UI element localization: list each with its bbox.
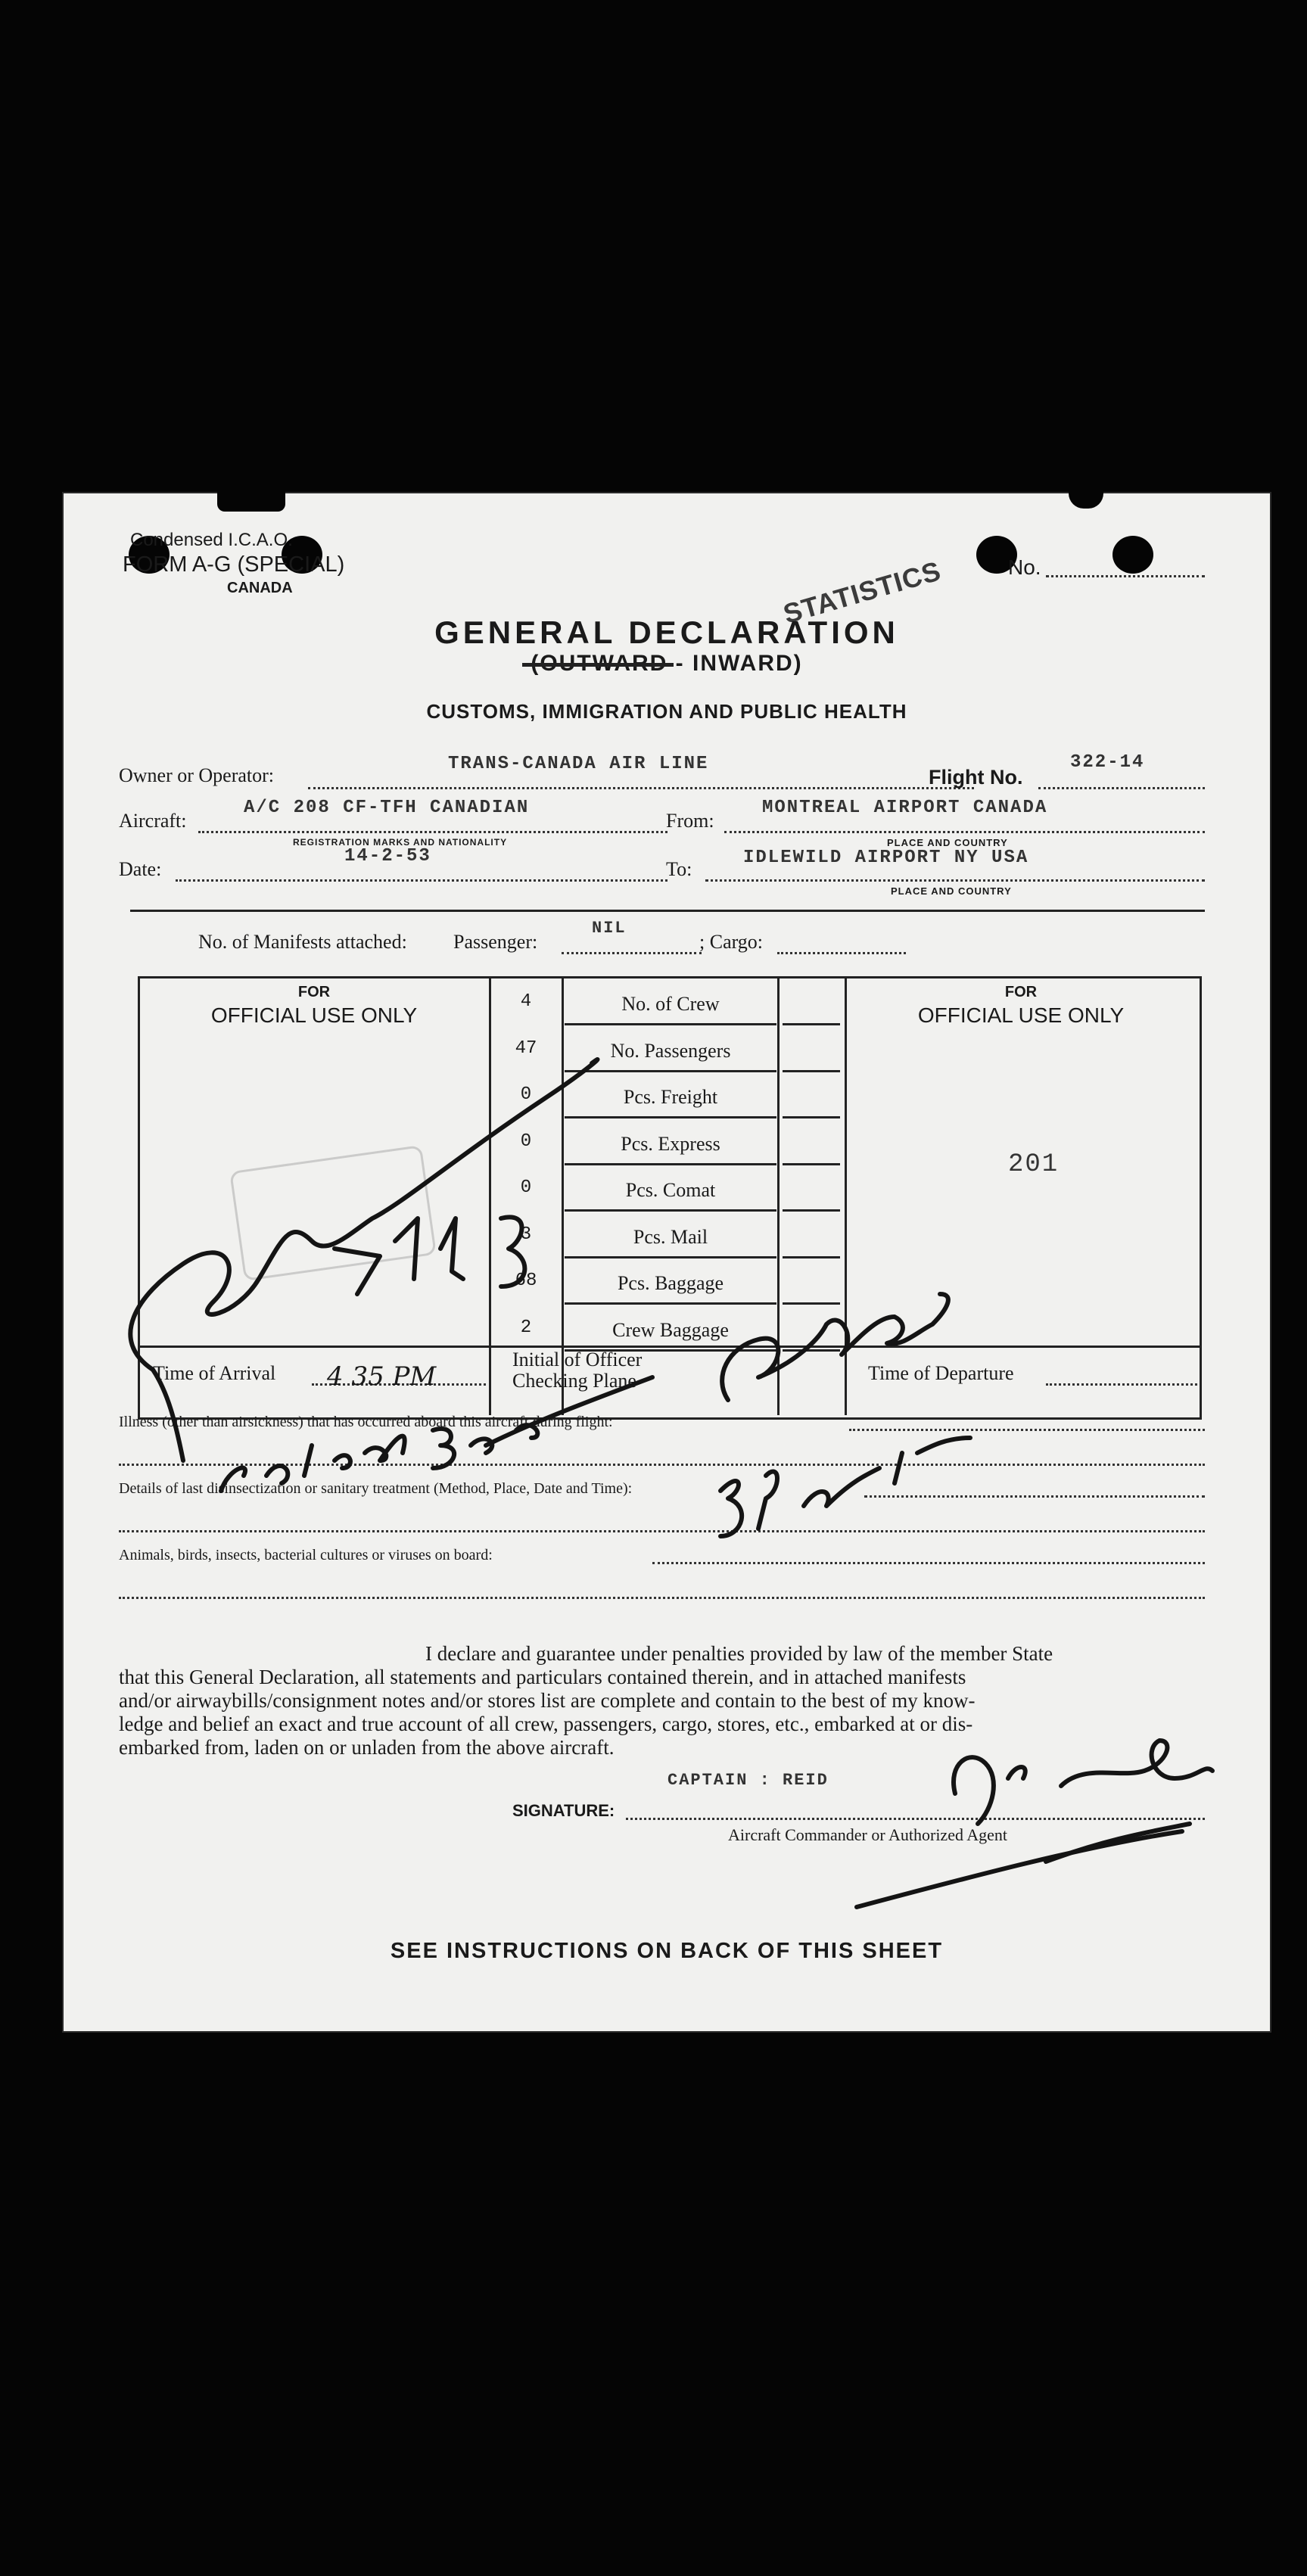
passenger-label: Passenger: — [453, 931, 538, 953]
row-divider — [565, 1256, 776, 1258]
row-official-field[interactable] — [783, 1302, 840, 1305]
row-count-value: 3 — [520, 1224, 532, 1245]
illness-field[interactable] — [849, 1429, 1205, 1431]
form-title: GENERAL DECLARATION — [434, 614, 899, 650]
declaration-line-2: that this General Declaration, all statements and particulars contained therein, and in attached manifests — [119, 1666, 966, 1688]
illness-field-2[interactable] — [119, 1464, 1205, 1466]
owner-value: TRANS-CANADA AIR LINE — [448, 754, 709, 774]
animals-label: Animals, birds, insects, bacterial cultures or viruses on board: — [119, 1547, 493, 1563]
row-count-label: No. Passengers — [610, 1039, 731, 1062]
row-count-value: 0 — [520, 1084, 532, 1105]
number-field[interactable] — [1046, 575, 1205, 577]
table-divider-3 — [777, 976, 780, 1415]
top-notch-left — [217, 492, 285, 512]
animals-field-2[interactable] — [119, 1597, 1205, 1599]
arrival-time-ink: 4 35 PM — [327, 1361, 437, 1392]
signature-label: SIGNATURE: — [512, 1801, 615, 1820]
row-official-field[interactable] — [783, 1116, 840, 1118]
declaration-sheet — [62, 492, 1271, 2033]
table-divider-4 — [845, 976, 847, 1415]
row-divider — [565, 1023, 776, 1025]
arrival-label: Time of Arrival — [153, 1362, 276, 1384]
aircraft-field[interactable] — [198, 831, 668, 833]
row-count-label: Pcs. Baggage — [617, 1272, 724, 1294]
signature-field[interactable] — [626, 1818, 1205, 1820]
flight-label: Flight No. — [929, 766, 1023, 789]
cargo-label: ; Cargo: — [699, 931, 764, 953]
official-right-title: OFFICIAL USE ONLY — [917, 1003, 1125, 1027]
passenger-value: NIL — [592, 919, 627, 938]
official-right-for: FOR — [1004, 984, 1038, 1000]
animals-field[interactable] — [652, 1562, 1205, 1564]
declaration-line-1: I declare and guarantee under penalties provided by law of the member State — [425, 1642, 1053, 1665]
row-count-label: Pcs. Comat — [625, 1179, 716, 1201]
punch-hole-right — [1113, 536, 1153, 574]
from-field[interactable] — [724, 831, 1205, 833]
row-official-field[interactable] — [783, 1023, 840, 1025]
row-count-label: No. of Crew — [621, 993, 720, 1015]
aircraft-label: Aircraft: — [119, 810, 187, 832]
checking-plane-label: Checking Plane — [512, 1370, 636, 1392]
aircraft-value: A/C 208 CF-TFH CANADIAN — [244, 798, 530, 818]
form-code-line1: Condensed I.C.A.O. — [130, 530, 293, 550]
form-subtitle: (OUTWARD - INWARD) — [531, 651, 803, 676]
cargo-field[interactable] — [777, 952, 906, 954]
from-value: MONTREAL AIRPORT CANADA — [762, 798, 1048, 818]
flight-field[interactable] — [1038, 787, 1205, 789]
row-count-label: Pcs. Mail — [633, 1225, 708, 1248]
date-value: 14-2-53 — [344, 846, 431, 866]
form-code-line2: FORM A-G (SPECIAL) — [123, 552, 345, 577]
row-count-label: Pcs. Express — [621, 1132, 720, 1155]
to-value: IDLEWILD AIRPORT NY USA — [743, 848, 1029, 868]
from-caption: PLACE AND COUNTRY — [887, 837, 1008, 848]
from-label: From: — [666, 810, 714, 832]
row-count-value: 0 — [520, 1131, 532, 1152]
to-label: To: — [666, 858, 692, 880]
row-official-field[interactable] — [783, 1256, 840, 1258]
row-count-value: 68 — [515, 1271, 537, 1291]
table-bottom-divider — [138, 1346, 1200, 1348]
owner-field[interactable] — [308, 787, 974, 789]
captain-name: CAPTAIN : REID — [668, 1771, 829, 1790]
disinsect-field-2[interactable] — [119, 1530, 1205, 1532]
owner-label: Owner or Operator: — [119, 764, 275, 786]
header-divider — [130, 910, 1205, 912]
signature-caption: Aircraft Commander or Authorized Agent — [728, 1825, 1008, 1844]
row-count-value: 2 — [520, 1317, 532, 1338]
to-caption: PLACE AND COUNTRY — [891, 885, 1012, 897]
official-left-for: FOR — [297, 984, 331, 1000]
manifests-label: No. of Manifests attached: — [198, 931, 407, 953]
row-divider — [565, 1302, 776, 1305]
date-field[interactable] — [176, 879, 668, 882]
disinsect-label: Details of last disinsectization or sanitary treatment (Method, Place, Date and Time): — [119, 1480, 633, 1497]
footer-instructions: SEE INSTRUCTIONS ON BACK OF THIS SHEET — [390, 1939, 944, 1963]
top-notch-right — [1069, 492, 1103, 509]
arrival-field[interactable] — [312, 1383, 486, 1386]
official-left-title: OFFICIAL USE ONLY — [210, 1003, 418, 1027]
captain-signature-ink — [954, 1741, 1212, 1824]
form-code-line3: CANADA — [227, 580, 293, 596]
declaration-line-5: embarked from, laden on or unladen from the above aircraft. — [119, 1736, 615, 1759]
to-field[interactable] — [705, 879, 1205, 882]
number-label: No. — [1008, 555, 1041, 579]
row-divider — [565, 1116, 776, 1118]
row-divider — [565, 1163, 776, 1165]
departure-field[interactable] — [1046, 1383, 1197, 1386]
official-right-value: 201 — [1008, 1150, 1060, 1179]
row-count-value: 47 — [515, 1038, 537, 1059]
row-official-field[interactable] — [783, 1163, 840, 1165]
declaration-line-4: ledge and belief an exact and true account of all crew, passengers, cargo, stores, etc., embarked at or dis- — [119, 1713, 973, 1735]
row-divider — [565, 1209, 776, 1212]
row-count-value: 4 — [520, 991, 532, 1012]
row-count-label: Pcs. Freight — [623, 1086, 718, 1108]
row-official-field[interactable] — [783, 1209, 840, 1212]
illness-label: Illness (other than airsickness) that has occurred aboard this aircraft during flight: — [119, 1414, 613, 1430]
flight-value: 322-14 — [1070, 752, 1145, 773]
departure-label: Time of Departure — [868, 1362, 1014, 1384]
table-divider-1 — [489, 976, 491, 1415]
declaration-line-3: and/or airwaybills/consignment notes and/or stores list are complete and contain to the best of my know- — [119, 1689, 976, 1712]
row-count-label: Crew Baggage — [612, 1318, 729, 1341]
time-note-ink — [720, 1438, 970, 1536]
row-official-field[interactable] — [783, 1349, 840, 1352]
row-official-field[interactable] — [783, 1070, 840, 1072]
disinsect-field[interactable] — [864, 1495, 1205, 1498]
statistics-stamp: STATISTICS — [780, 555, 945, 630]
row-count-value: 0 — [520, 1178, 532, 1198]
passenger-field[interactable] — [562, 952, 702, 954]
outward-strikeout — [522, 663, 674, 667]
row-divider — [565, 1070, 776, 1072]
initial-officer-label: Initial of Officer — [512, 1349, 643, 1370]
date-label: Date: — [119, 858, 162, 880]
aircraft-caption: REGISTRATION MARKS AND NATIONALITY — [293, 837, 508, 848]
form-subheading: CUSTOMS, IMMIGRATION AND PUBLIC HEALTH — [426, 700, 907, 723]
